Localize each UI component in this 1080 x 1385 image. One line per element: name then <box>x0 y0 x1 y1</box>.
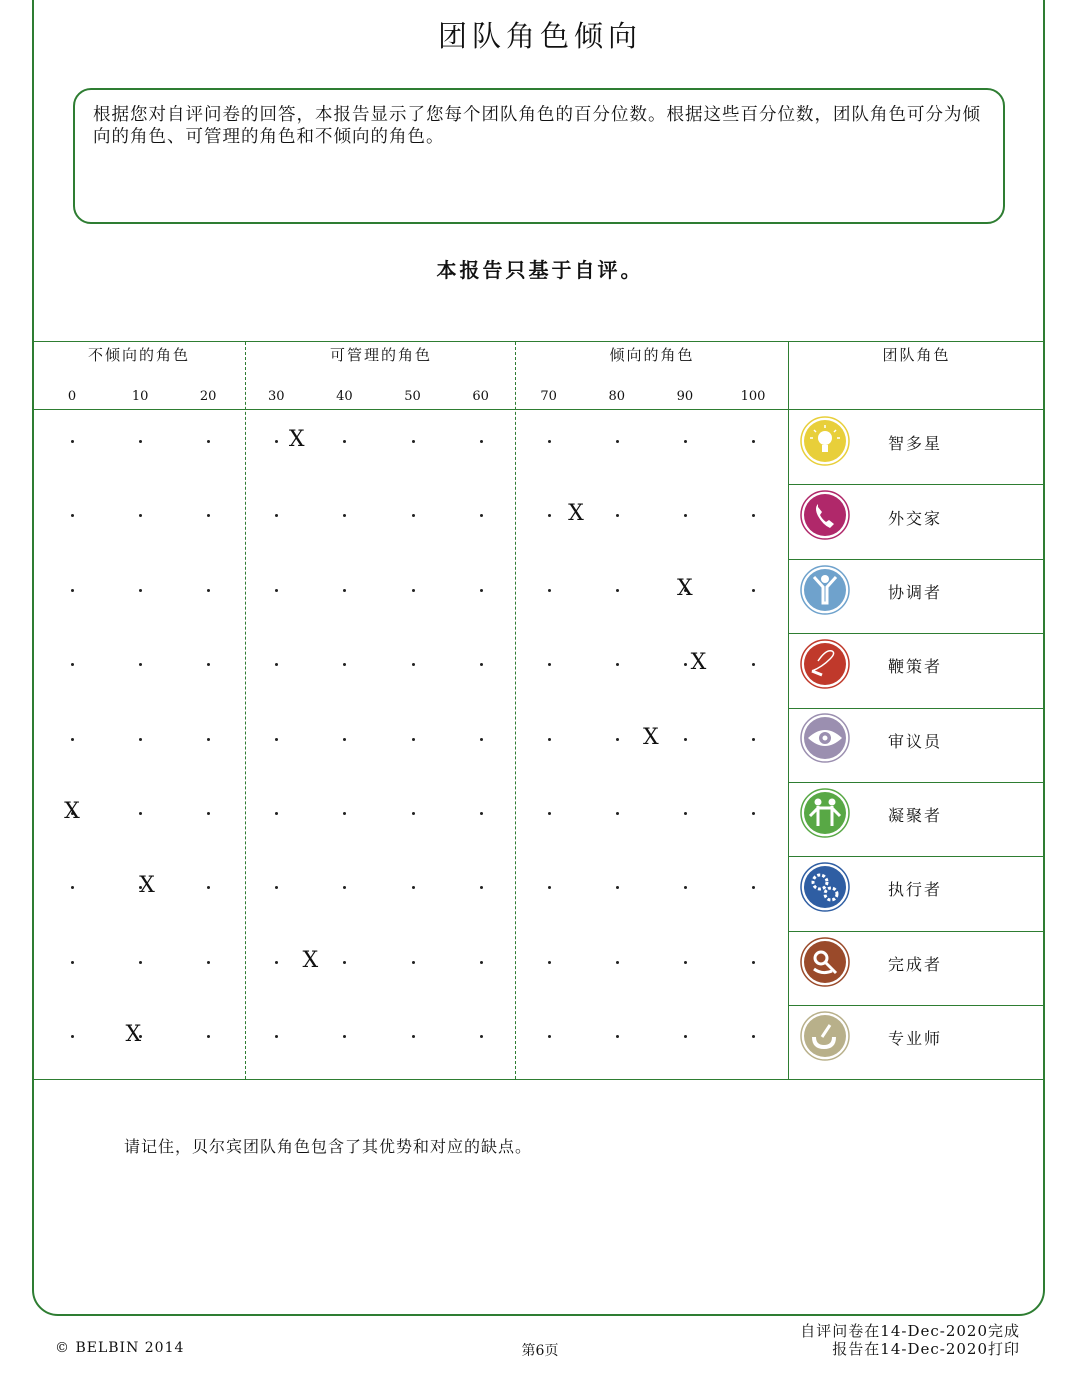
scale-dot <box>616 738 619 741</box>
role-name: 鞭策者 <box>888 657 943 676</box>
tick-label: 30 <box>268 389 285 404</box>
percentile-mark: X <box>302 947 319 973</box>
scale-dot <box>548 589 551 592</box>
percentile-mark: X <box>125 1022 142 1048</box>
header-inclined: 倾向的角色 <box>609 346 695 364</box>
role-name: 完成者 <box>888 955 943 974</box>
tick-label: 70 <box>540 389 557 404</box>
scale-dot <box>548 812 551 815</box>
tick-label: 50 <box>404 389 421 404</box>
role-row-divider <box>789 856 1044 857</box>
scale-dot <box>412 1035 415 1038</box>
divider-not-inclined-manageable <box>245 342 246 1079</box>
scale-dot <box>480 663 483 666</box>
header-team-roles: 团队角色 <box>882 346 951 364</box>
report-dates <box>800 1322 1020 1358</box>
scale-dot <box>684 738 687 741</box>
scale-dot <box>412 738 415 741</box>
scale-dot <box>684 961 687 964</box>
scale-dot <box>548 738 551 741</box>
scale-dot <box>548 663 551 666</box>
role-row-divider <box>789 708 1044 709</box>
scale-dot <box>71 440 74 443</box>
scale-dot <box>616 663 619 666</box>
tick-label: 0 <box>67 389 77 404</box>
scale-dot <box>684 440 687 443</box>
tick-label: 90 <box>676 389 694 404</box>
header-manageable: 可管理的角色 <box>329 346 432 364</box>
role-name: 外交家 <box>888 509 943 528</box>
role-row-divider <box>789 1005 1044 1006</box>
scale-dot <box>548 440 551 443</box>
scale-dot <box>752 738 755 741</box>
scale-dot <box>275 738 278 741</box>
percentile-mark: X <box>690 650 707 676</box>
gears-icon <box>800 862 850 912</box>
scale-dot <box>616 812 619 815</box>
scale-dot <box>71 961 74 964</box>
scale-dot <box>207 961 210 964</box>
scale-dot <box>616 589 619 592</box>
page-number: 第6页 <box>521 1343 559 1359</box>
intro-text: 根据您对自评问卷的回答，本报告显示了您每个团队角色的百分位数。根据这些百分位数，团队角色可分为倾向的角色、可管理的角色和不倾向的角色。 <box>93 105 981 147</box>
role-name: 执行者 <box>888 880 943 899</box>
tick-label: 20 <box>199 389 217 404</box>
percentile-mark: X <box>288 427 305 452</box>
scale-dot <box>139 961 142 964</box>
magnifier-hand-icon <box>800 937 850 987</box>
tick-label: 40 <box>336 389 353 404</box>
role-name: 审议员 <box>888 732 943 751</box>
role-name: 协调者 <box>888 583 943 602</box>
percentile-mark: X <box>643 724 659 750</box>
scale-dot <box>548 1035 551 1038</box>
completed-date: 自评问卷在14-Dec-2020完成 <box>800 1322 1020 1340</box>
scale-dot <box>752 812 755 815</box>
scale-dot <box>480 589 483 592</box>
tool-icon <box>800 1011 850 1061</box>
scale-dot <box>684 812 687 815</box>
scale-dot <box>71 738 74 741</box>
scale-dot <box>616 1035 619 1038</box>
people-holding-hands-icon <box>800 788 850 838</box>
scale-dot <box>548 961 551 964</box>
table-header-rule <box>33 409 1044 410</box>
scale-dot <box>480 440 483 443</box>
scale-dot <box>480 812 483 815</box>
scale-dot <box>139 589 142 592</box>
role-name: 智多星 <box>888 434 943 453</box>
table-top-rule <box>33 341 1044 342</box>
percentile-mark: X <box>139 873 155 899</box>
scale-dot <box>412 589 415 592</box>
eye-icon <box>800 713 850 763</box>
intro-box <box>73 88 1005 224</box>
scale-dot <box>752 440 755 443</box>
tick-label: 60 <box>472 389 489 404</box>
role-name: 专业师 <box>888 1029 943 1048</box>
tick-label: 100 <box>740 389 766 404</box>
role-row-divider <box>789 559 1044 560</box>
scale-dot <box>207 589 210 592</box>
whip-icon <box>800 639 850 689</box>
role-row-divider <box>789 633 1044 634</box>
scale-dot <box>480 1035 483 1038</box>
lightbulb-icon <box>800 416 850 466</box>
divider-roles-column <box>788 342 789 1079</box>
header-not-inclined: 不倾向的角色 <box>87 346 190 364</box>
table-bottom-rule <box>33 1079 1044 1080</box>
percentile-mark: X <box>64 799 80 824</box>
scale-dot <box>71 589 74 592</box>
scale-dot <box>480 961 483 964</box>
scale-dot <box>480 738 483 741</box>
role-row-divider <box>789 782 1044 783</box>
scale-dot <box>616 440 619 443</box>
scale-dot <box>139 738 142 741</box>
role-row-divider <box>789 484 1044 485</box>
scale-dot <box>752 961 755 964</box>
page-title: 团队角色倾向 <box>437 19 642 53</box>
divider-manageable-inclined <box>515 342 516 1079</box>
person-arms-up-icon <box>800 565 850 615</box>
percentile-mark: X <box>677 575 693 601</box>
scale-dot <box>412 663 415 666</box>
telephone-icon <box>800 490 850 540</box>
copyright: © BELBIN 2014 <box>55 1340 185 1356</box>
scale-dot <box>412 812 415 815</box>
role-name: 凝聚者 <box>888 806 943 825</box>
scale-dot <box>412 961 415 964</box>
scale-dot <box>616 961 619 964</box>
self-assessment-note: 本报告只基于自评。 <box>436 258 644 282</box>
scale-dot <box>207 738 210 741</box>
tick-label: 80 <box>608 389 626 404</box>
strengths-weaknesses-note: 请记住，贝尔宾团队角色包含了其优势和对应的缺点。 <box>124 1137 533 1156</box>
scale-dot <box>752 589 755 592</box>
role-row-divider <box>789 931 1044 932</box>
percentile-mark: X <box>568 501 584 527</box>
printed-date: 报告在14-Dec-2020打印 <box>832 1340 1020 1358</box>
scale-dot <box>412 440 415 443</box>
tick-label: 10 <box>131 389 149 404</box>
